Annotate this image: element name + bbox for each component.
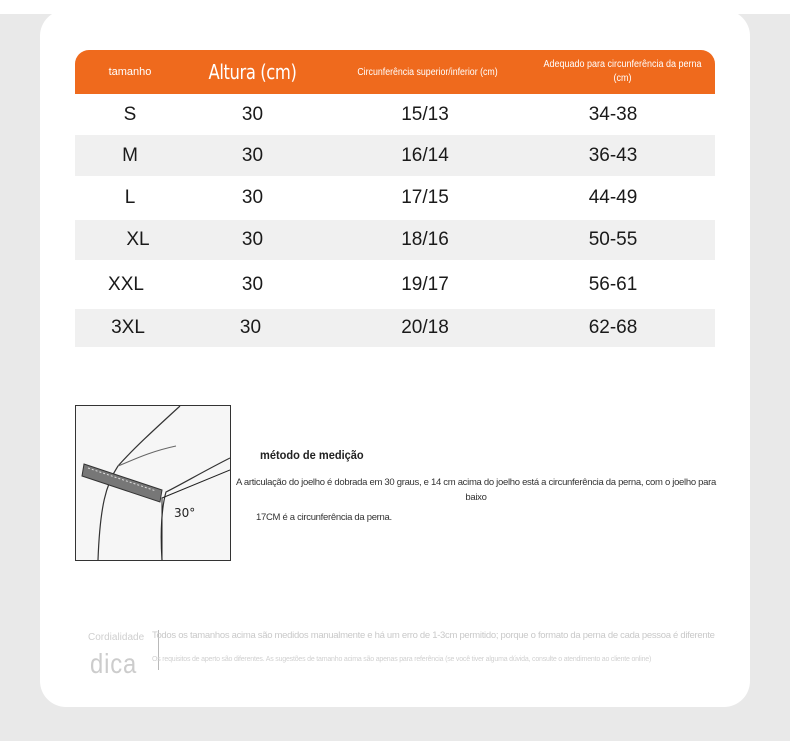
cell-size: XL [126, 229, 150, 250]
cell-fit: 56-61 [588, 273, 638, 295]
cell-fit: 62-68 [588, 317, 638, 338]
method-title: método de medição [260, 448, 364, 462]
cell-size: 3XL [111, 317, 145, 338]
measuring-tape-icon [82, 464, 162, 502]
table-row [75, 260, 715, 309]
tip-text-line-1: Todos os tamanhos acima são medidos manualmente e há um erro de 1-3cm permitido; porque o formato da perna de cada pessoa é diferente [152, 630, 715, 641]
cell-fit: 36-43 [588, 144, 638, 166]
header-size: tamanho [108, 66, 152, 78]
cell-circumference: 17/15 [401, 187, 449, 208]
cell-height: 30 [239, 317, 262, 338]
cell-size: L [124, 187, 136, 208]
cell-fit: 44-49 [588, 187, 638, 208]
cell-size: S [123, 103, 137, 125]
cell-circumference: 15/13 [401, 103, 449, 125]
cell-circumference: 18/16 [401, 229, 449, 250]
table-row [75, 94, 715, 135]
knee-illustration [76, 406, 230, 560]
cell-height: 30 [241, 229, 264, 250]
tip-label: Cordialidade [88, 632, 145, 643]
cell-size: XXL [108, 273, 144, 295]
cell-size: M [122, 144, 138, 166]
cell-fit: 34-38 [588, 103, 638, 125]
table-row [75, 220, 715, 260]
cell-circumference: 16/14 [401, 144, 449, 166]
size-table [75, 50, 715, 347]
cell-height: 30 [241, 273, 264, 295]
knee-measurement-diagram [75, 405, 231, 561]
header-circumference: Circunferência superior/inferior (cm) [357, 66, 498, 78]
cell-height: 30 [241, 144, 264, 166]
cell-height: 30 [241, 103, 264, 125]
tip-text-line-2: Os requisitos de aperto são diferentes. As sugestões de tamanho acima são apenas para referência (se você tiver alguma dúvida, consulte o atendimento ao cliente online) [152, 656, 652, 663]
table-header [75, 50, 715, 94]
method-description: A articulação do joelho é dobrada em 30 graus, e 14 cm acima do joelho está a circunferência da perna, com o joelho para baixo [236, 477, 716, 503]
cell-circumference: 19/17 [401, 273, 449, 295]
cell-fit: 50-55 [588, 229, 638, 250]
method-note: 17CM é a circunferência da perna. [256, 512, 392, 523]
table-row [75, 176, 715, 220]
angle-lines [162, 470, 230, 560]
leg-outline-front [161, 458, 230, 560]
header-height: Altura (cm) [208, 60, 297, 84]
cell-circumference: 20/18 [401, 317, 449, 338]
tip-word: dica [90, 648, 138, 679]
cell-height: 30 [241, 187, 264, 208]
header-fit: Adequado para circunferência da perna (cm) [543, 59, 702, 84]
angle-label: 30° [174, 506, 196, 520]
table-row [75, 135, 715, 176]
table-row [75, 309, 715, 347]
